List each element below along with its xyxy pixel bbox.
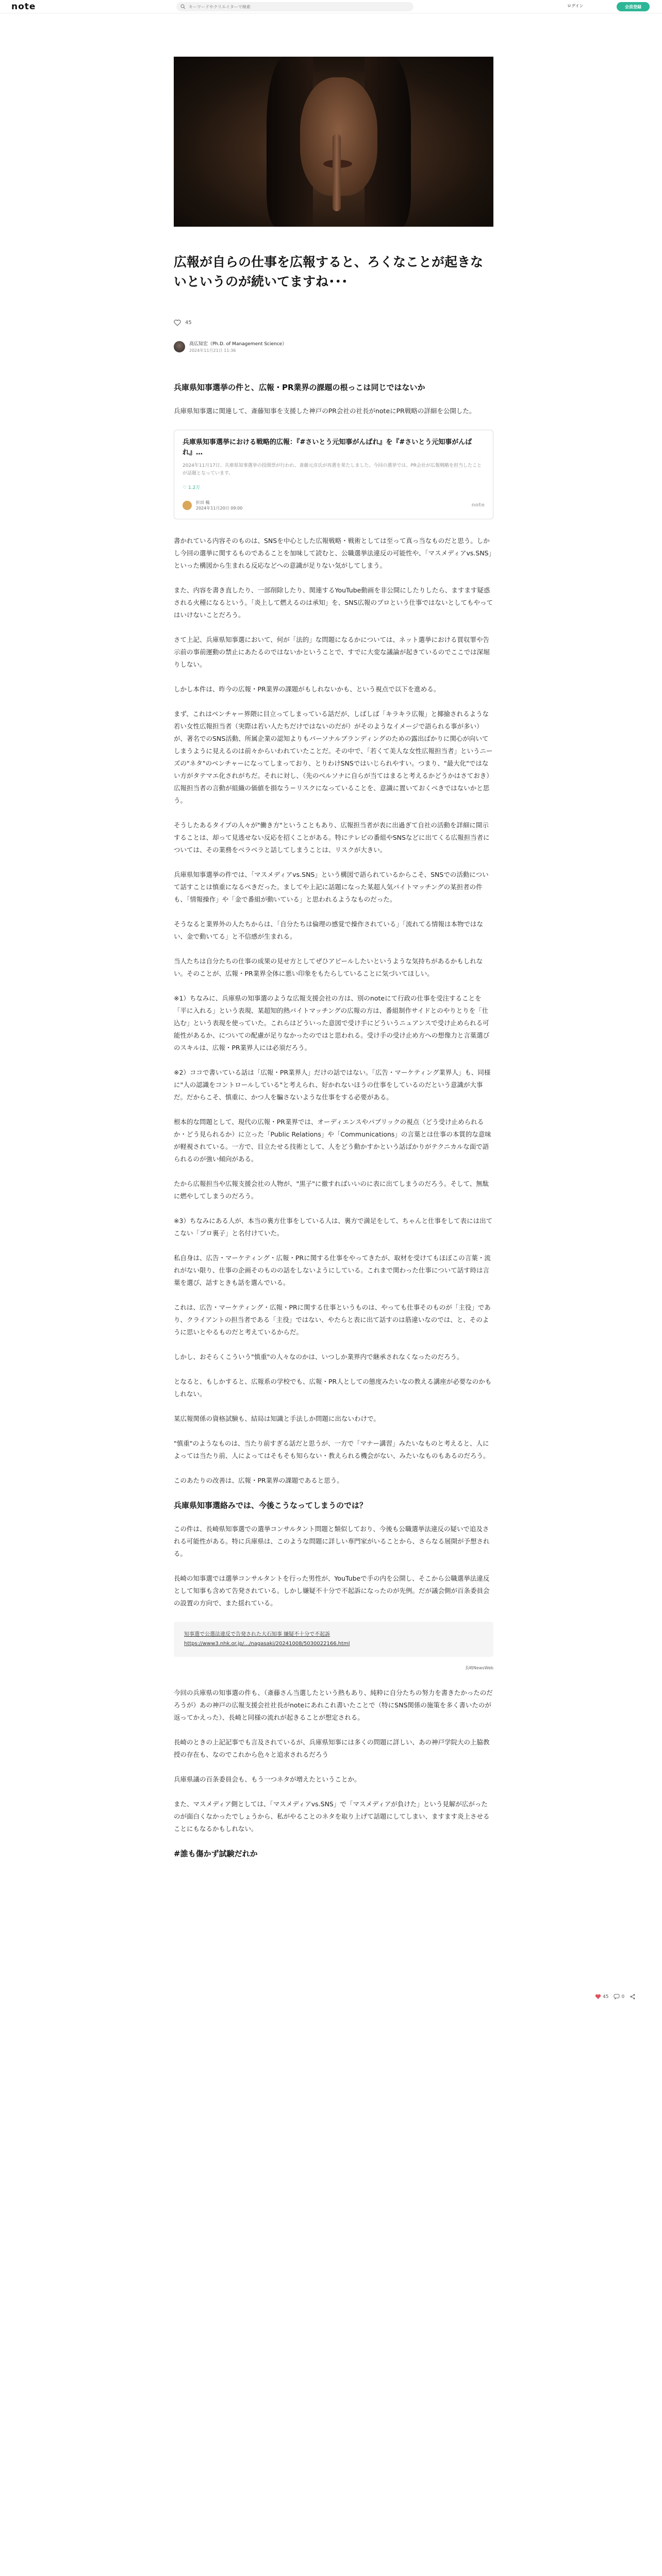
heart-icon[interactable] [174,319,181,326]
heart-icon [595,1994,601,1999]
like-area [174,319,192,326]
paragraph: たから広報担当や広報支援会社の人物が、"黒子"に徹すればいいのに表に出てしまうのだろう。そして、無駄に燃やしてしまうのだろう。 [174,1180,489,1200]
article-title: 広報が自らの仕事を広報すると、ろくなことが起きないというのが続いてますね･･･ [174,255,484,289]
paragraph: さて上記、兵庫県知事選において、何が「法的」な問題になるかについては、ネット選挙における買収罪や告示前の事前運動の禁止にあたるのではないかということで、すでに大変な議論が起きているのでここでは深堀りしない。 [174,636,490,668]
link-url[interactable]: https://www3.nhk.or.jp/.../nagasaki/20241008/5030022166.html [184,1641,350,1647]
side-share-button[interactable] [630,1994,636,1999]
global-header [0,0,662,13]
paragraph: 長崎のときの上記記事でも言及されているが、兵庫県知事には多くの問題に詳しい、あの神戸学院大の上脇教授の存在も、なのでこれから色々と追求されるだろう [174,1738,490,1758]
paragraph: また、マスメディア側としては、「マスメディアvs.SNS」で「マスメディアが負けた」という見解が広がったのが面白くなかったでしょうから、私がやることのネタを取り上げて話題にしてしまい、ますます炎上させることにもなるかもしれない。 [174,1800,490,1833]
paragraph: これは、広告・マーケティング・広報・PRに関する仕事というものは、やっても仕事そのものが「主役」であり、クライアントの担当者である「主役」ではない、やたらと表に出て話すのは筋違いなのでは、と、そのように思いとやるものだと考えているからだ。 [174,1303,491,1336]
login-link[interactable]: ログイン [567,4,584,8]
avatar[interactable] [174,341,185,352]
author-name[interactable]: 高広知宏（Ph.D. of Management Science） [189,342,287,347]
side-like-button[interactable] [595,1994,608,1999]
side-like-count: 45 [603,1994,609,1999]
paragraph: 根本的な問題として、現代の広報・PR業界では、オーディエンスやパブリックの視点（どう受け止められるか・どう見られるか）に立った「Public Relations」や「Communications」の言葉とは仕事の本質的な意味が軽視されている。一方で、目立たせる技術として、人をどう動かすかという話ばかりがテクニカルな面で語られるのが強い傾向がある。 [174,1118,491,1163]
article-subheading: 兵庫県知事選挙の件と、広報・PR業界の課題の根っこは同じではないか [174,383,425,392]
external-link-card[interactable] [174,1622,493,1657]
note-logo[interactable]: note [11,2,36,12]
share-icon [630,1994,636,1999]
paragraph: しかし本件は、昨今の広報・PR業界の課題がもしれないかも、という視点で以下を進める。 [174,685,440,693]
side-comment-button[interactable] [614,1994,624,1999]
paragraph: この件は、長崎県知事選での選挙コンサルタント問題と類似しており、今後も公職選挙法違反の疑いで追及される可能性がある。特に兵庫県は、このような問題に詳しい専門家がいることから、さらなる展開が予想される。 [174,1525,490,1557]
article-body [174,381,493,1871]
paragraph: このあたりの改善は、広報・PR業界の課題であると思う。 [174,1477,343,1484]
paragraph: 今回の兵庫県の知事選の件も、（斎藤さん当選したという熱もあり、純粋に自分たちの努力を書きたかったのだろうが）あの神戸の広報支援会社社長がnoteにあれこれ書いたことで（特にSNS関係の施策を多く書いたのが返ってかえった）、長崎と同様の流れが起きることが想定される。 [174,1689,493,1721]
link-caption: 長崎NewsWeb [465,1666,493,1670]
paragraph: 某広報関係の資格試験も、結局は知識と手法しか問題に出ないわけで。 [174,1415,380,1422]
embed-excerpt: 2024年11月17日、兵庫県知事選挙の投開票が行われ、斎藤元彦氏が再選を果たしました。今回の選挙では、PR会社が広報戦略を担当したことが話題となっています。 [183,463,482,476]
paragraph: しかし、おそらくこういう"慎重"の人々なのかは、いつしか業界内で継承されなくなったのだろう。 [174,1353,464,1361]
paragraph: 私自身は、広告・マーケティング・広報・PRに関する仕事をやってきたが、取材を受けてもほぼこの言葉・流れがない限り、仕事の企画そのものの話をしないようにしている。これまで関わった仕事について話す時は言葉を選び、話すときも話を選んでいる。 [174,1254,491,1286]
signup-button[interactable]: 会員登録 [617,2,650,11]
footnote: ※2）ココで書いている話は「広報・PR業界人」だけの話ではない。「広告・マーケティング業界人」も、同様に"人の認識をコントロールしている"と考えられ、好かれないほうの仕事をしているのだという意識が大事だ。だからこそ、慎重に、かつ人を騙さないような仕事をする必要がある。 [174,1069,491,1101]
paragraph: 当人たちは自分たちの仕事の成果の見せ方としてぜひアピールしたいというような気持ちがあるかもしれない。そのことが、広報・PR業界全体に悪い印象をもたらしていることに気づいてほしい。 [174,957,483,977]
floating-action-bar [595,1994,636,1999]
embed-note-logo: note [471,502,485,508]
footnote: ※3）ちなみにある人が、本当の裏方仕事をしている人は、裏方で満足をして、ちゃんと仕事をして表には出てこない「プロ裏子」と名付けていた。 [174,1217,493,1237]
paragraph: 長崎の知事選では選挙コンサルタントを行った男性が、YouTubeで手の内を公開し、そこから公職選挙法違反として知事も含めて告発されている。しかし嫌疑不十分で不起訴になったのが先例。だが議会側が百条委員会の設置の方向で、また揺れている。 [174,1574,490,1607]
paragraph: そうしたあるタイプの人々が"働き方"ということもあり、広報担当者が表に出過ぎて自社の活動を詳細に開示することは、却って見逃せない反応を招くことがある。特にテレビの番組やSNSなどに出てくる広報担当者については、その業務をベラベラと話してしまうことは、リスクが大きい。 [174,821,490,854]
embed-author: 折田 楓 [196,500,210,505]
paragraph: 兵庫県知事選に関連して、斎藤知事を支援した神戸のPR会社の社長がnoteにPR戦略の詳細を公開した。 [174,407,476,415]
paragraph: 兵庫県議の百条委員会も、もう一つネタが増えたということか。 [174,1775,361,1783]
hashtag-heading[interactable]: #誰も傷かず試験だれか [174,1849,258,1858]
section-heading: 兵庫県知事選絡みでは、今後こうなってしまうのでは？ [174,1501,368,1510]
paragraph: 書かれている内容そのものは、SNSを中心とした広報戦略・戦術としては至って真っ当なものだと思う。しかし今回の選挙に関するものであることを加味して読むと、公職選挙法違反の可能性や、「マスメディアvs.SNS」といった構図から生まれる反応などへの意識が足りない気がしてしまう。 [174,537,492,569]
author-info[interactable] [174,340,287,353]
like-count: 45 [185,320,192,326]
publish-date: 2024年11月21日 11:36 [189,348,236,353]
embedded-note-card[interactable] [174,430,493,519]
side-comment-count: 0 [621,1994,625,1999]
paragraph: まず、これはベンチャー界隈に目立ってしまっている話だが、しばしば「キラキラ広報」と揶揄されるような若い女性広報担当者（実際は若い人たちだけではないのだが）がそのようなイメージで語られる事が多い）が、著名でのSNS活動、所属企業の認知よりもパーソナルブランディングのための露出ばかりに関心が向いてしまうように見えるのは前々からいわれていたことだ。その中で、「若くて美人な女性広報担当者」というニーズの"ネタ"のベンチャーになってしまっており、とりわけSNSではいじられやすい。つまり、"最大化"ではない方がタテマエ化されがちだ。それに対し、（先のベルソナに自らが当てはまると考えるかどうかはさておき）広報担当者の言動が組織の価値を損なう＝リスクになっていることを、意識に置いておくべきではないかと思う。 [174,710,493,804]
comment-icon [614,1994,620,1999]
search-box[interactable] [176,2,413,11]
embed-avatar [183,501,192,510]
search-input[interactable] [189,5,395,9]
paragraph: となると、もしかすると、広報系の学校でも、広報・PR人としての態度みたいなの教える講座が必要なのかもしれない。 [174,1378,492,1398]
article-hero-image [174,57,493,227]
link-title[interactable]: 知事選で公選法違反で告発された大石知事 嫌疑不十分で不起訴 [184,1632,330,1637]
embed-title[interactable]: 兵庫県知事選挙における戦略的広報：『#さいとう元知事がんばれ』を『#さいとう元知事がんばれ』… [183,438,472,456]
search-icon [180,4,186,9]
paragraph: "慎重"のようなものは、当たり前すぎる話だと思うが、一方で「マナー講習」みたいなものと考えると、人によっては当たり前、人によってはそもそも知らない・教えられる機会がない、みたいなものもあるのだろう。 [174,1439,490,1460]
embed-like-count: ♡ 1.2万 [183,485,201,490]
paragraph: 兵庫県知事選挙の件では、「マスメディアvs.SNS」という構図で語られているからこそ、SNSでの活動について話すことは慎重になるべきだった。ましてや上記に話題になった某超人気バイトマッチングの某担者の件も、「情報操作」や「金で番組が動いている」と思われるようなものだった。 [174,871,489,903]
paragraph: また、内容を書き直したり、一部削除したり、関連するYouTube動画を非公開にしたりしたら、ますます疑惑される火種になるという。「炎上して燃えるのは承知」を、SNS広報のプロという仕事ではないとしてもやってはいけないことだろう。 [174,586,493,619]
paragraph: そうなると業界外の人たちからは、「自分たちは倫理の感覚で操作されている」「流れてる情報は本物ではない、金で動いてる」と不信感が生まれる。 [174,920,484,940]
footnote: ※1）ちなみに、兵庫県の知事選のような広報支援会社の方は、別のnoteにて行政の仕事を受注することを「平に入れる」という表現、某超知的熱バイトマッチングの広報の方は、番組制作サイドとのやりとりを「仕込む」という表現を使っていた。これらはどういった意図で受け手にどういうニュアンスで受け止められる可能性があるか、についての配慮が足りなかったのではと思われる。受け手の受け止め方への想像力と言葉選びのスキルは、広報・PR業界人には必須だろう。 [174,994,490,1052]
embed-date: 2024年11月20日 09:00 [196,506,243,511]
